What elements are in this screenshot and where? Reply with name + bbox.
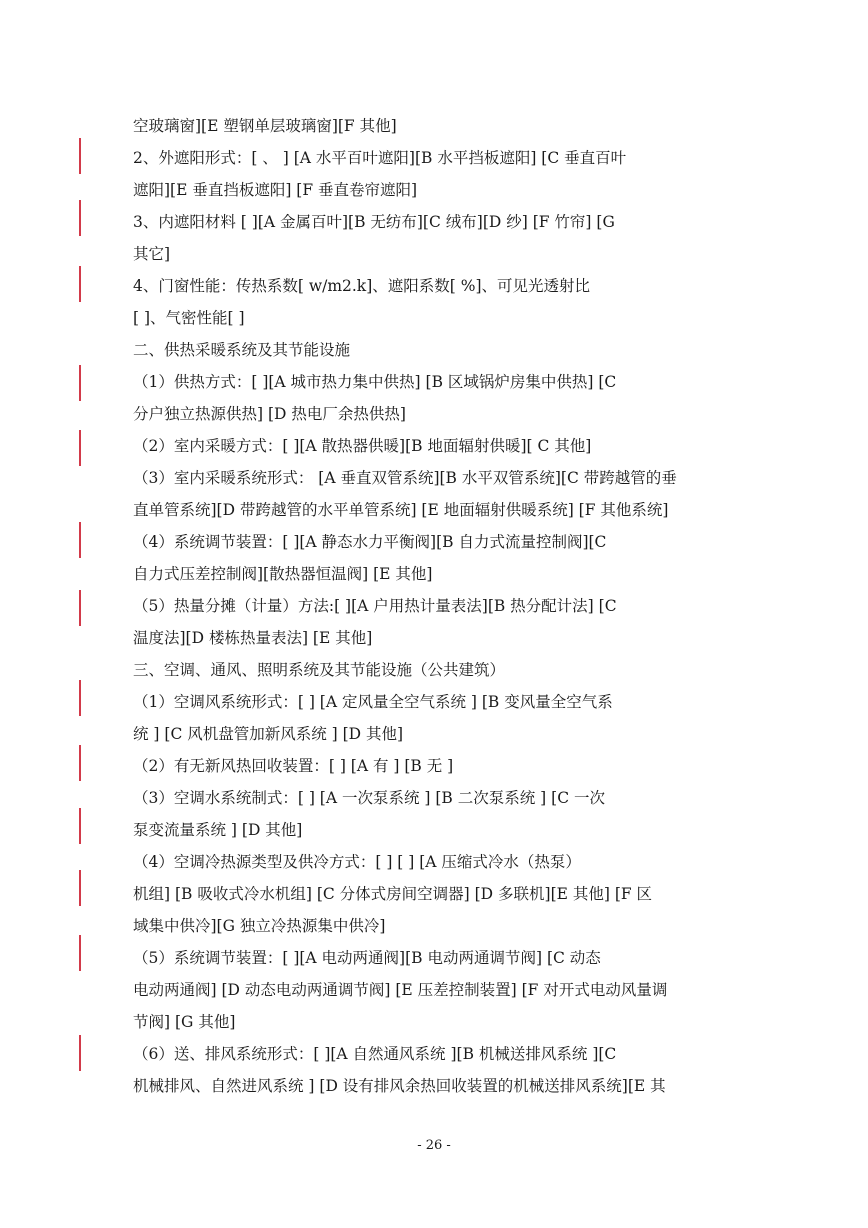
text-line: （3）空调水系统制式：[ ] [A 一次泵系统 ] [B 二次泵系统 ] [C 一次 [133, 789, 605, 807]
section-heading: 三、空调、通风、照明系统及其节能设施（公共建筑） [133, 661, 506, 679]
text-line: （1）空调风系统形式：[ ] [A 定风量全空气系统 ] [B 变风量全空气系 [133, 693, 613, 711]
text-line: 温度法][D 楼栋热量表法] [E 其他] [133, 629, 373, 647]
revision-bar [79, 430, 81, 466]
text-line: （5）热量分摊（计量）方法:[ ][A 户用热计量表法][B 热分配计法] [C [133, 597, 617, 615]
revision-bar [79, 138, 81, 174]
revision-bar [79, 590, 81, 626]
text-line: （6）送、排风系统形式：[ ][A 自然通风系统 ][B 机械送排风系统 ][C [133, 1045, 617, 1063]
revision-bar [79, 935, 81, 971]
text-line: 4、门窗性能：传热系数[ w/m2.k]、遮阳系数[ %]、可见光透射比 [133, 277, 591, 295]
text-line: 域集中供冷][G 独立冷热源集中供冷] [133, 917, 386, 935]
text-line: 机械排风、自然进风系统 ] [D 设有排风余热回收装置的机械送排风系统][E 其 [133, 1077, 666, 1095]
text-line: （4）空调冷热源类型及供冷方式：[ ] [ ] [A 压缩式冷水（热泵） [133, 853, 581, 871]
text-line: 3、内遮阳材料 [ ][A 金属百叶][B 无纺布][C 绒布][D 纱] [F 竹帘] [G [133, 213, 615, 231]
text-line: （1）供热方式：[ ][A 城市热力集中供热] [B 区域锅炉房集中供热] [C [133, 373, 617, 391]
text-line: 泵变流量系统 ] [D 其他] [133, 821, 303, 839]
text-line: 分户独立热源供热] [D 热电厂余热供热] [133, 405, 406, 423]
text-line: [ ]、气密性能[ ] [133, 309, 245, 327]
text-line: （5）系统调节装置：[ ][A 电动两通阀][B 电动两通调节阀] [C 动态 [133, 949, 601, 967]
revision-bar [79, 680, 81, 716]
text-line: 机组] [B 吸收式冷水机组] [C 分体式房间空调器] [D 多联机][E 其他] [F 区 [133, 885, 653, 903]
text-line: 空玻璃窗][E 塑钢单层玻璃窗][F 其他] [133, 117, 397, 135]
revision-bar [79, 745, 81, 781]
page-number: - 26 - [417, 1138, 451, 1153]
text-line: （3）室内采暖系统形式： [A 垂直双管系统][B 水平双管系统][C 带跨越管的垂 [133, 469, 677, 487]
revision-bar [79, 808, 81, 844]
revision-bar [79, 200, 81, 236]
text-line: 电动两通阀] [D 动态电动两通调节阀] [E 压差控制装置] [F 对开式电动风量调 [133, 981, 668, 999]
text-line: （4）系统调节装置：[ ][A 静态水力平衡阀][B 自力式流量控制阀][C [133, 533, 607, 551]
revision-bar [79, 266, 81, 302]
text-line: （2）室内采暖方式：[ ][A 散热器供暖][B 地面辐射供暖][ C 其他] [133, 437, 592, 455]
text-line: （2）有无新风热回收装置：[ ] [A 有 ] [B 无 ] [133, 757, 454, 775]
revision-bar [79, 365, 81, 401]
text-line: 直单管系统][D 带跨越管的水平单管系统] [E 地面辐射供暖系统] [F 其他系统] [133, 501, 669, 519]
revision-bar [79, 1035, 81, 1071]
text-line: 统 ] [C 风机盘管加新风系统 ] [D 其他] [133, 725, 404, 743]
section-heading: 二、供热采暖系统及其节能设施 [133, 341, 351, 359]
revision-bar [79, 870, 81, 906]
text-line: 遮阳][E 垂直挡板遮阳] [F 垂直卷帘遮阳] [133, 181, 418, 199]
text-line: 其它] [133, 245, 171, 263]
text-line: 2、外遮阳形式：[ 、 ] [A 水平百叶遮阳][B 水平挡板遮阳] [C 垂直百叶 [133, 149, 627, 167]
revision-bar [79, 522, 81, 558]
text-line: 节阀] [G 其他] [133, 1013, 236, 1031]
text-line: 自力式压差控制阀][散热器恒温阀] [E 其他] [133, 565, 433, 583]
